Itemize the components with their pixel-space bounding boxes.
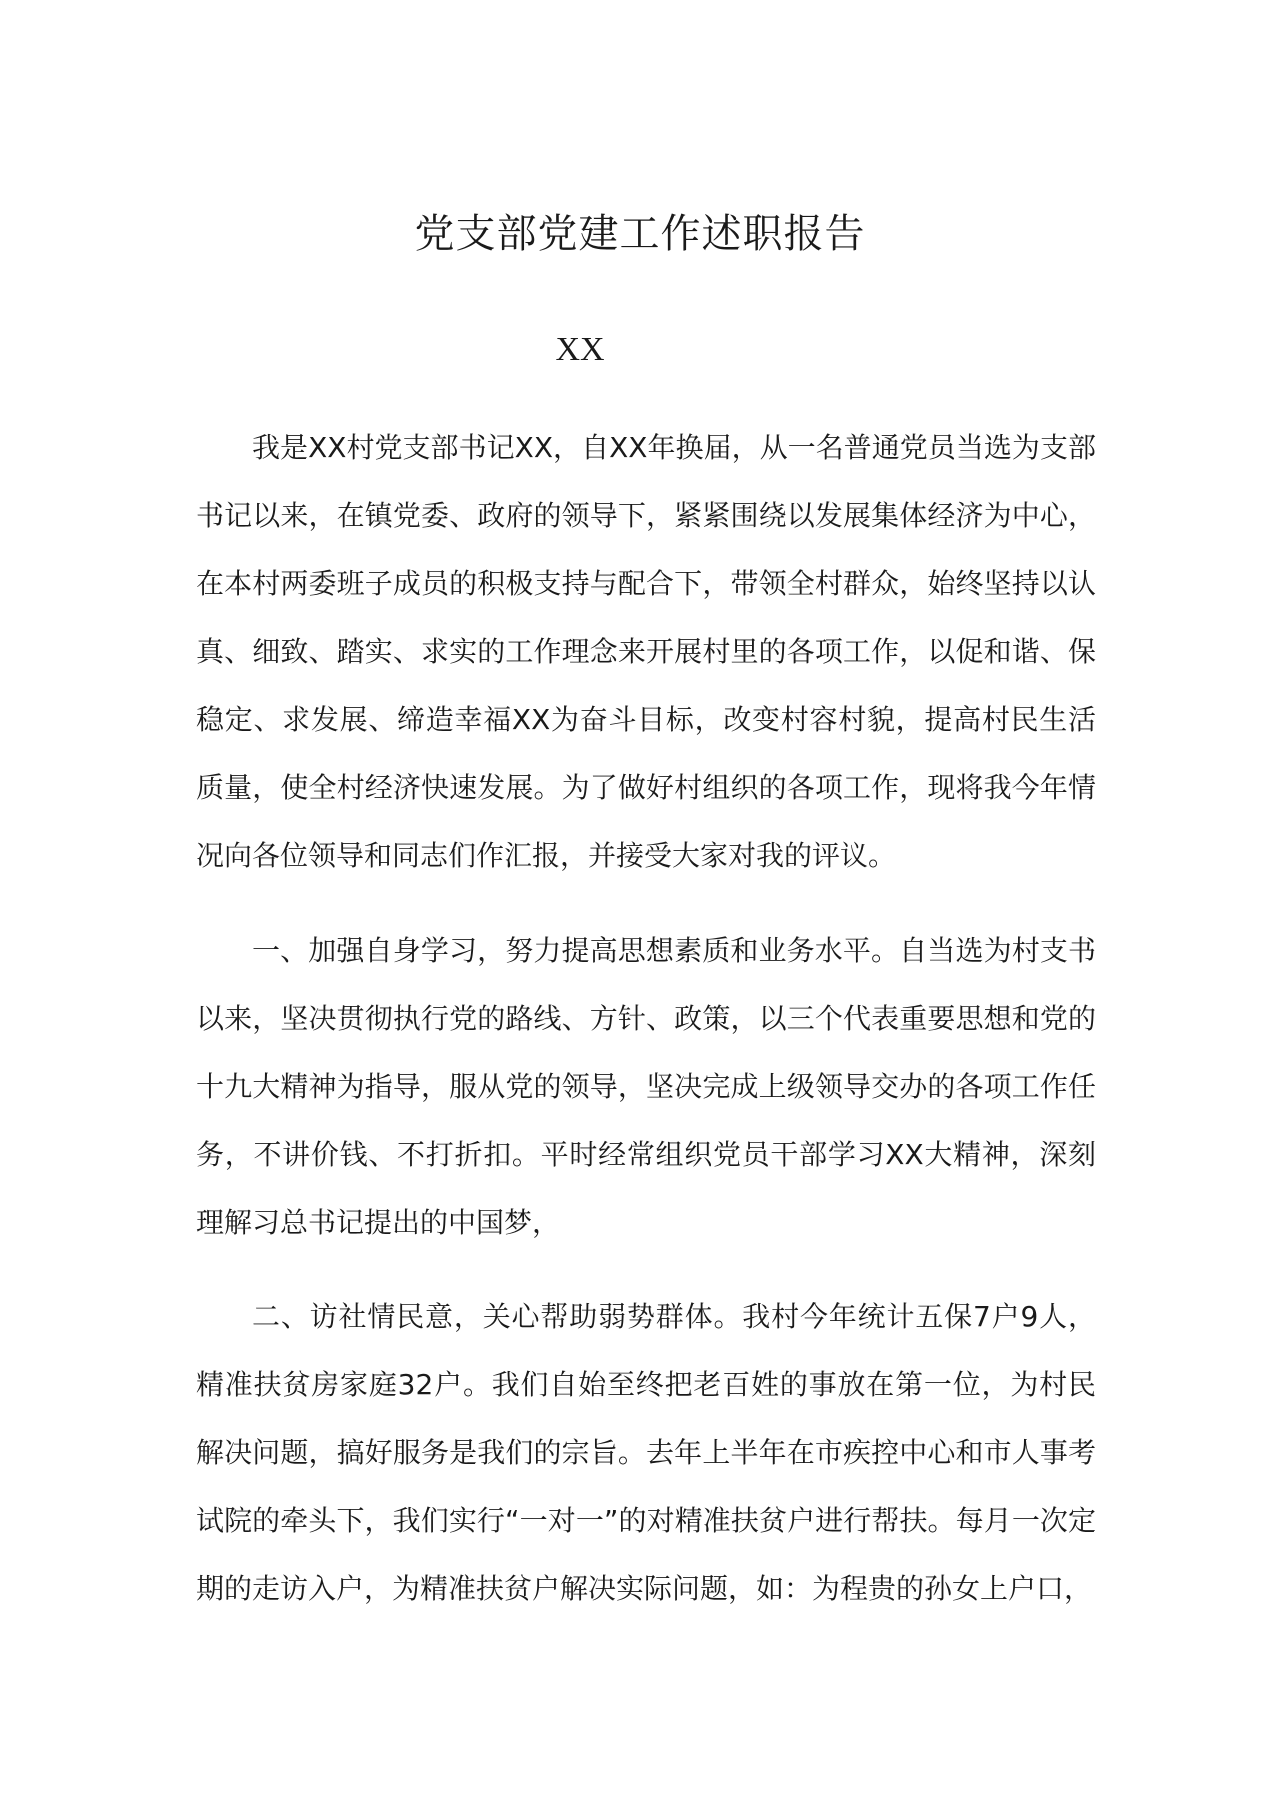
paragraph-section-1: 一、加强自身学习，努力提高思想素质和业务水平。自当选为村支书以来，坚决贯彻执行党的路线、方针、政策，以三个代表重要思想和党的十九大精神为指导，服从党的领导，坚决完成上级领导交办的各项工作任务，不讲价钱、不打折扣。平时经常组织党员干部学习XX大精神，深刻理解习总书记提出的中国梦，	[196, 934, 1096, 1239]
document-author: XX	[555, 331, 605, 368]
paragraph-section-2: 二、访社情民意，关心帮助弱势群体。我村今年统计五保7户9人，精准扶贫房家庭32户。我们自始至终把老百姓的事放在第一位，为村民解决问题，搞好服务是我们的宗旨。去年上半年在市疾控中心和市人事考试院的牵头下，我们实行“一对一”的对精准扶贫户进行帮扶。每月一次定期的走访入户，为精准扶贫户解决实际问题，如：为程贵的孙女上户口，	[196, 1300, 1096, 1605]
paragraph-intro: 我是XX村党支部书记XX，自XX年换届，从一名普通党员当选为支部书记以来，在镇党委、政府的领导下，紧紧围绕以发展集体经济为中心，在本村两委班子成员的积极支持与配合下，带领全村群众，始终坚持以认真、细致、踏实、求实的工作理念来开展村里的各项工作，以促和谐、保稳定、求发展、缔造幸福XX为奋斗目标，改变村容村貌，提高村民生活质量，使全村经济快速发展。为了做好村组织的各项工作，现将我今年情况向各位领导和同志们作汇报，并接受大家对我的评议。	[196, 431, 1096, 872]
document-title: 党支部党建工作述职报告	[414, 211, 866, 257]
